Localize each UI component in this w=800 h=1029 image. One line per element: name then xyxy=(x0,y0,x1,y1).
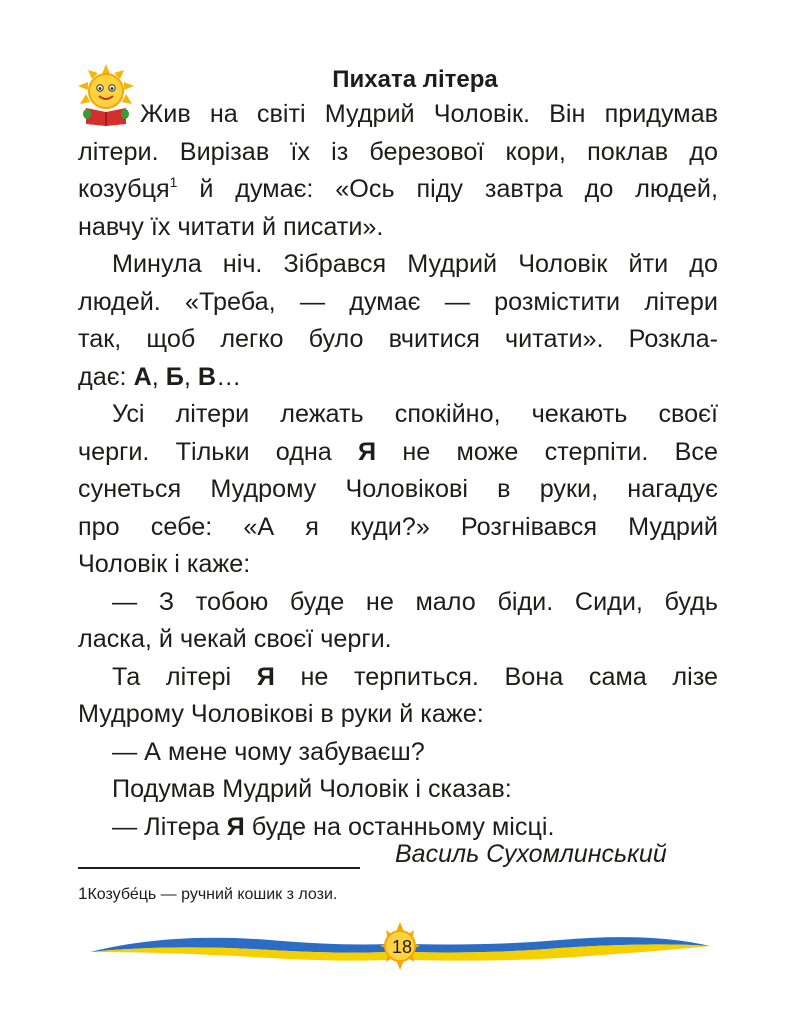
bold-letter-v: В xyxy=(197,362,217,391)
text-line xyxy=(78,171,718,209)
bold-letter-ya: Я xyxy=(256,662,275,691)
text-line: — А мене чому забуваєш? xyxy=(112,737,425,766)
text-fragment: — Літера xyxy=(112,812,220,841)
author-name: Василь Сухомлинський xyxy=(395,840,667,868)
text-line: Усі літери лежать спокійно, чекають своєї xyxy=(112,400,718,428)
text-line: так, щоб легко було вчитися читати». Розкла- xyxy=(78,325,718,353)
text-fragment: буде на останньому місці. xyxy=(251,812,555,841)
text-line: ласка, й чекай своєї черги. xyxy=(78,625,392,653)
text-line: навчу їх читати й писати». xyxy=(78,212,384,241)
text-line: сунеться Мудрому Чоловікові в руки, нагадує xyxy=(78,475,718,503)
text-line: людей. «Треба, — думає — розмістити літери xyxy=(78,287,718,316)
text-line: про себе: «А я куди?» Розгнівався Мудрий xyxy=(78,512,718,541)
text-line: Подумав Мудрий Чоловік і сказав: xyxy=(112,775,512,803)
bold-letter-ya: Я xyxy=(358,437,377,466)
text-fragment: дає: xyxy=(78,362,127,391)
text-line: літери. Вирізав їх із березової кори, поклав до xyxy=(78,137,718,166)
text-fragment: черги. Тільки одна xyxy=(78,437,332,466)
story-text xyxy=(78,96,718,846)
bold-letter-b: Б xyxy=(165,362,184,391)
footnote-text: Козубе́ць — ручний кошик з лози. xyxy=(87,886,338,903)
text-line xyxy=(78,659,718,697)
footnote xyxy=(78,884,337,904)
footnote-number: 1 xyxy=(78,884,88,903)
bold-letter-a: А xyxy=(133,362,152,391)
footnote-mark: 1 xyxy=(169,174,178,190)
bold-letter-ya: Я xyxy=(226,812,245,841)
footnote-divider xyxy=(78,867,360,869)
story-title: Пихата літера xyxy=(332,66,498,93)
text-line: дає: А, Б, В… xyxy=(78,362,242,391)
text-line: Мудрому Чоловікові в руки й каже: xyxy=(78,700,484,728)
text-line xyxy=(78,434,718,472)
text-fragment: Та літері xyxy=(112,662,232,691)
ellipsis: … xyxy=(216,362,242,391)
text-line: Минула ніч. Зібрався Мудрий Чоловік йти до xyxy=(112,250,718,278)
page-number: 18 xyxy=(391,937,413,957)
text-fragment: не може стерпіти. Все xyxy=(402,437,718,466)
word-kozubtsia: козубця xyxy=(78,175,170,203)
text-line-rest: й думає: «Ось піду завтра до людей, xyxy=(199,175,718,203)
text-fragment: не терпиться. Вона сама лізе xyxy=(300,662,719,691)
text-line: Чоловік і каже: xyxy=(78,550,251,578)
text-line: — З тобою буде не мало біди. Сиди, будь xyxy=(112,587,718,616)
text-line: Жив на світі Мудрий Чоловік. Він придумав xyxy=(140,100,718,128)
